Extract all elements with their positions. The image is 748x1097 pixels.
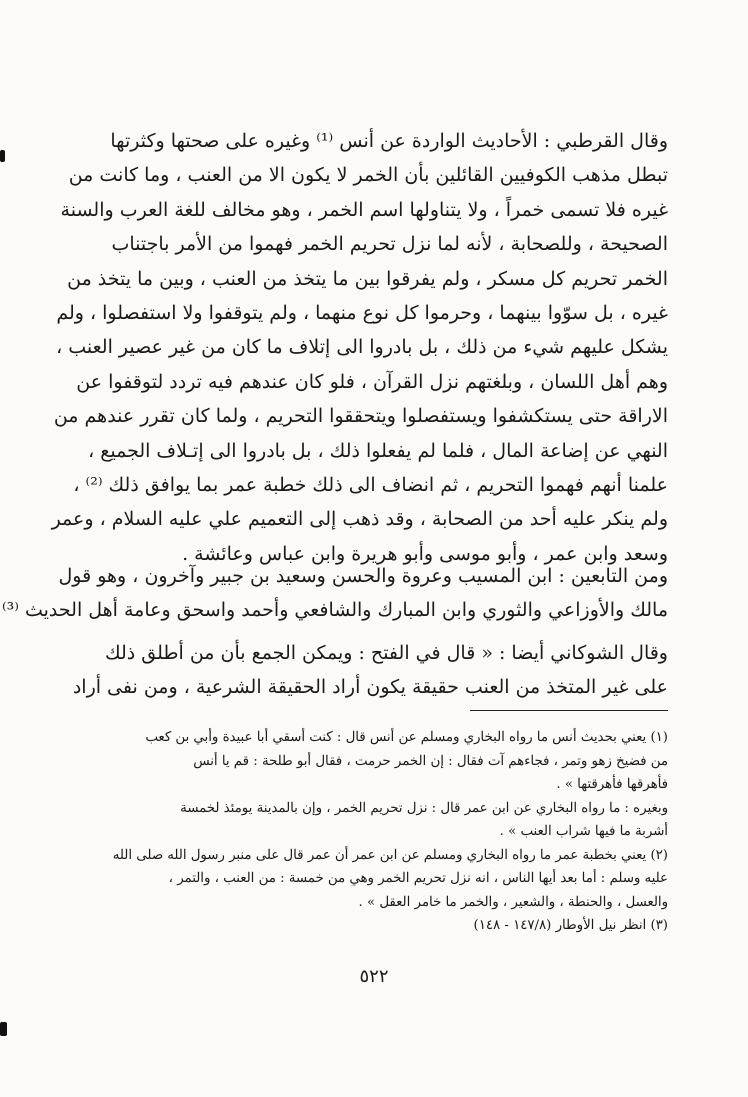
text-line: ولم ينكر عليه أحد من الصحابة ، وقد ذهب إلى التعميم علي عليه السلام ، وعمر bbox=[51, 508, 668, 531]
text-line: وسعد وابن عمر ، وأبو موسى وأبو هريرة وابن عباس وعائشة . bbox=[182, 542, 668, 565]
text-line: علمنا أنهم فهموا التحريم ، ثم انضاف الى ذلك خطبة عمر بما يوافق ذلك ⁽²⁾ ، bbox=[73, 473, 668, 496]
footnote-line: أشربة ما فيها شراب العنب » . bbox=[499, 824, 668, 839]
text-line: تبطل مذهب الكوفيين القائلين بأن الخمر لا يكون الا من العنب ، وما كانت من bbox=[68, 164, 668, 187]
text-line: يشكل عليهم شيء من ذلك ، بل بادروا الى إتلاف ما كان من غير عصير العنب ، bbox=[56, 336, 668, 359]
text-line: ومن التابعين : ابن المسيب وعروة والحسن وسعيد بن جبير وآخرون ، وهو قول bbox=[58, 565, 668, 587]
text-line: على غير المتخذ من العنب حقيقة يكون أراد الحقيقة الشرعية ، ومن نفى أراد bbox=[72, 676, 668, 699]
text-line: الصحيحة ، وللصحابة ، لأنه لما نزل تحريم الخمر فهموا من الأمر باجتناب bbox=[111, 233, 668, 256]
text-line: الخمر تحريم كل مسكر ، ولم يفرقوا بين ما يتخذ من العنب ، وبين ما يتخذ من bbox=[67, 267, 668, 290]
paragraph-qurtubi bbox=[51, 124, 668, 571]
text-line: وقال القرطبي : الأحاديث الواردة عن أنس ⁽¹⁾ وغيره على صحتها وكثرتها bbox=[110, 130, 668, 152]
footnote-2 bbox=[88, 844, 668, 915]
footnote-line: من فضيخ زهو وتمر ، فجاءهم آت فقال : إن الخمر حرمت ، فقال أبو طلحة : قم يا أنس bbox=[193, 753, 668, 769]
footnote-line: وبغيره : ما رواه البخاري عن ابن عمر قال : نزل تحريم الخمر ، وإن بالمدينة يومئذ لخمسة bbox=[180, 800, 668, 816]
footnotes bbox=[88, 726, 668, 938]
footnote-3 bbox=[88, 914, 668, 938]
footnote-line: (٣) انظر نيل الأوطار (١٤٧/٨ - ١٤٨) bbox=[473, 918, 668, 933]
footnote-line: (١) يعني بحديث أنس ما رواه البخاري ومسلم عن أنس قال : كنت أسقي أبا عبيدة وأبي بن كعب bbox=[145, 730, 668, 745]
scan-edge-mark bbox=[0, 150, 5, 162]
text-line: مالك والأوزاعي والثوري وابن المبارك والشافعي وأحمد واسحق وعامة أهل الحديث ⁽³⁾ bbox=[1, 599, 668, 622]
text-line: وهم أهل اللسان ، وبلغتهم نزل القرآن ، فلو كان عندهم فيه تردد لتوقفوا عن bbox=[76, 370, 668, 393]
scan-edge-mark bbox=[0, 1022, 7, 1036]
page-number: ٥٢٢ bbox=[359, 966, 389, 987]
text-line: النهي عن إضاعة المال ، فلما لم يفعلوا ذلك ، بل بادروا الى إتـلاف الجميع ، bbox=[88, 439, 668, 462]
footnote-line: فأهرقها فأهرقتها » . bbox=[556, 777, 668, 792]
paragraph-tabiin bbox=[1, 559, 668, 628]
text-line: الاراقة حتى يستكشفوا ويستفصلوا ويتحققوا التحريم ، ولما كان تقرر عندهم من bbox=[53, 405, 668, 428]
footnote-line: والعسل ، والحنطة ، والشعير ، والخمر ما خامر العقل » . bbox=[358, 894, 668, 910]
footnote-line: عليه وسلم : أما بعد أيها الناس ، انه نزل تحريم الخمر وهي من خمسة : من العنب ، والتمر ، bbox=[168, 871, 668, 886]
footnote-divider bbox=[470, 710, 668, 711]
paragraph-shawkani bbox=[72, 636, 668, 705]
footnote-line: (٢) يعني بخطبة عمر ما رواه البخاري ومسلم عن ابن عمر أن عمر قال على منبر رسول الله صلى الله bbox=[112, 847, 668, 863]
text-line: غيره فلا تسمى خمراً ، ولا يتناولها اسم الخمر ، وهو مخالف للغة العرب والسنة bbox=[60, 198, 668, 221]
text-line: وقال الشوكاني أيضا : « قال في الفتح : ويمكن الجمع بأن من أطلق ذلك bbox=[104, 642, 668, 664]
footnote-1 bbox=[88, 726, 668, 797]
footnote-1-continued bbox=[88, 797, 668, 844]
text-line: غيره ، بل سوّوا بينهما ، وحرموا كل نوع منهما ، ولم يتوقفوا ولا استفصلوا ، ولم bbox=[56, 301, 668, 324]
